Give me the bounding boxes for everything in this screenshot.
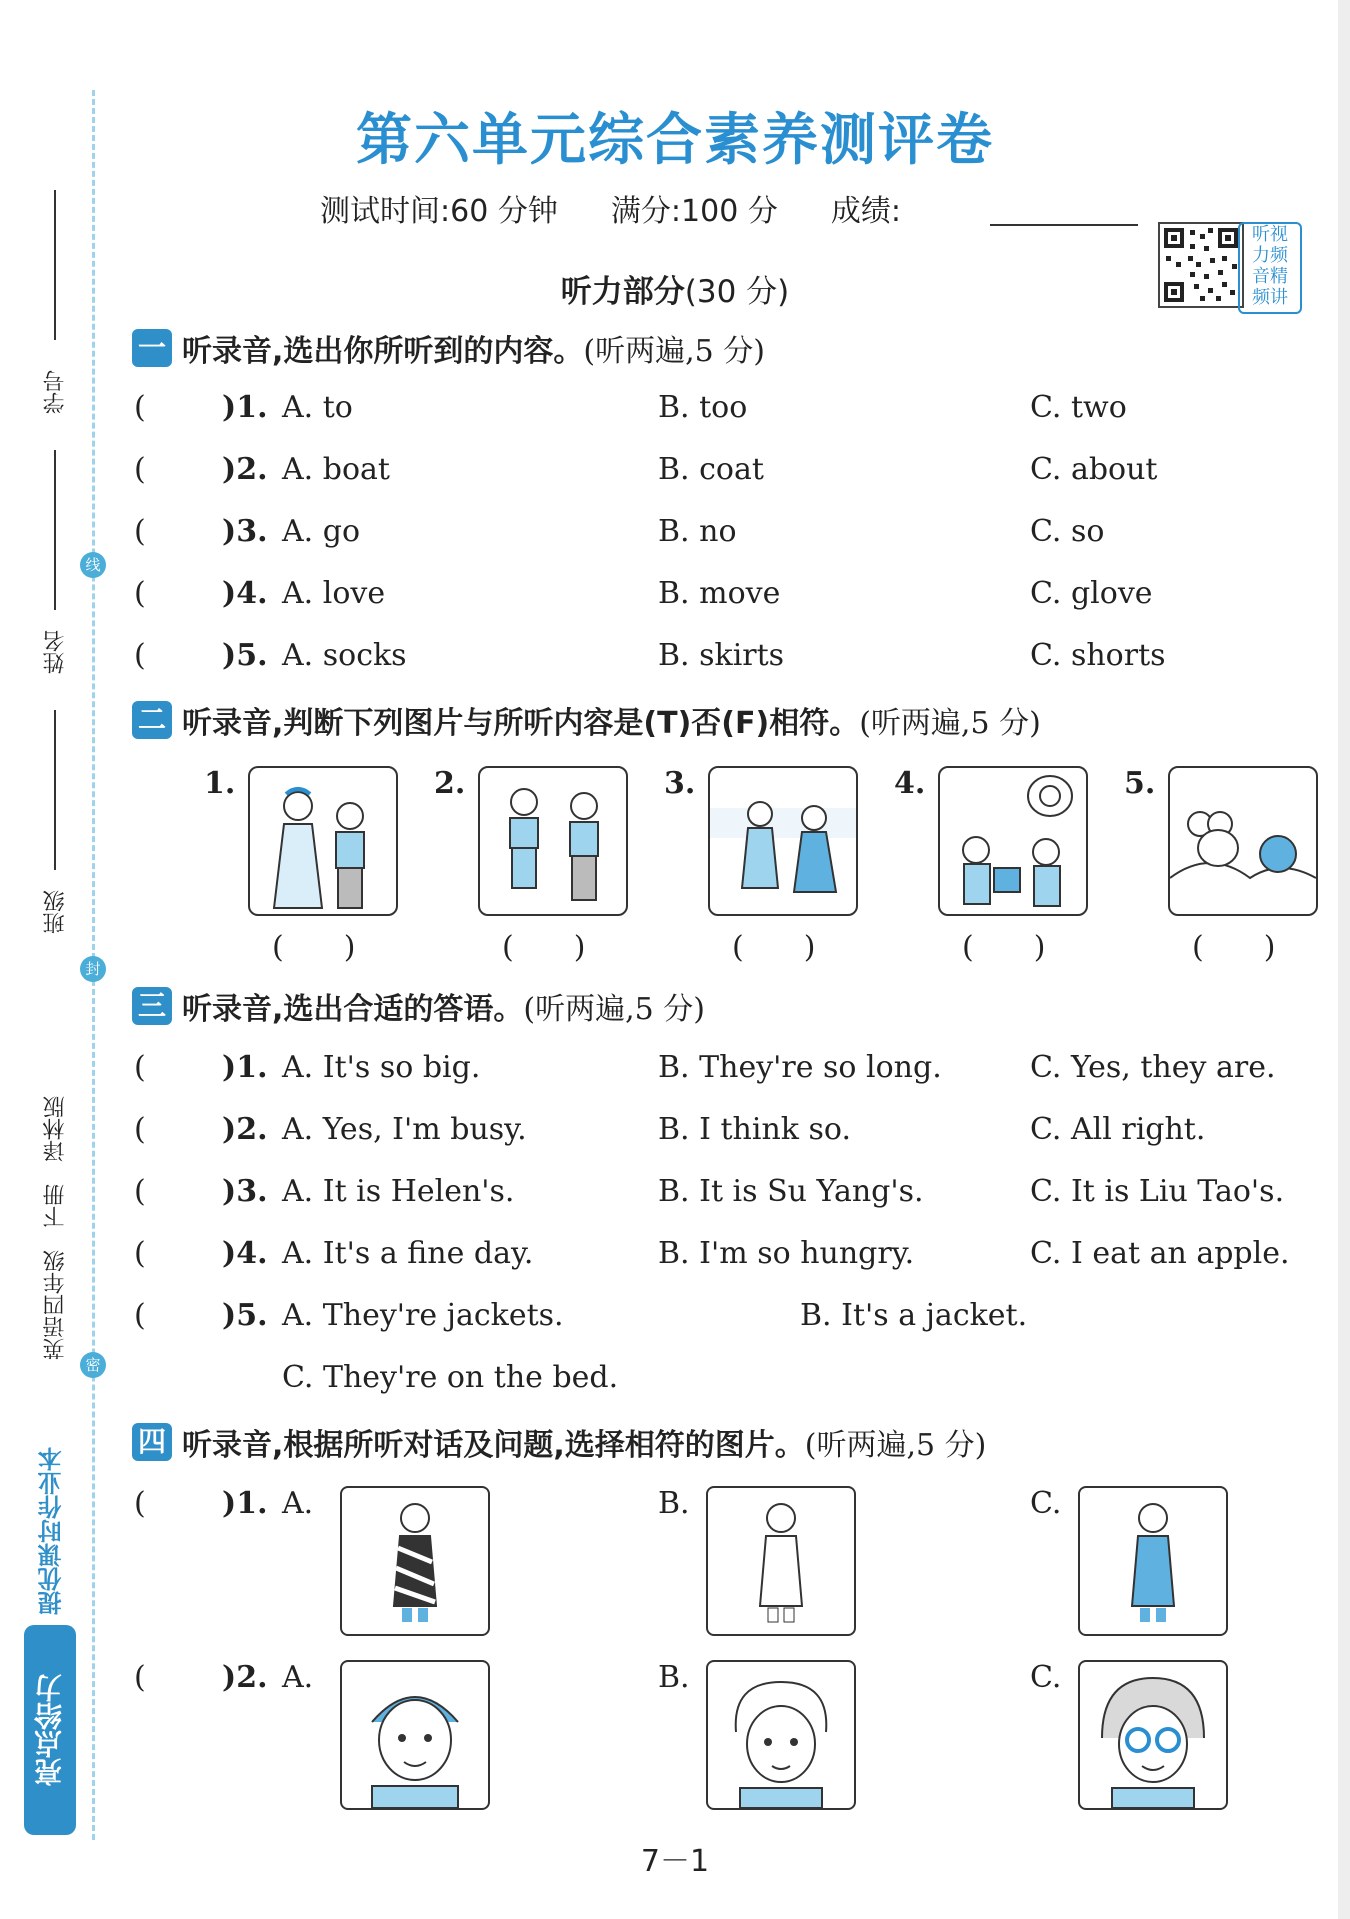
answer-paren[interactable]: ( )	[502, 930, 586, 965]
option-c: C. It is Liu Tao's.	[1030, 1174, 1285, 1209]
answer-paren[interactable]: (	[134, 1112, 146, 1147]
picture-mouse-and-bush	[1168, 766, 1318, 916]
section-number: 四	[132, 1423, 172, 1461]
option-a: A. It is Helen's.	[282, 1174, 515, 1209]
option-b: B. I think so.	[658, 1112, 851, 1147]
question-number: )1.	[222, 1050, 268, 1085]
option-b: B.	[658, 1660, 690, 1695]
option-b-curly-hair-face[interactable]	[706, 1660, 856, 1810]
full-score-label: 满分:100 分	[610, 194, 778, 229]
name-line	[54, 450, 56, 610]
picture-girls-outdoors	[708, 766, 858, 916]
option-b: B.	[658, 1486, 690, 1521]
section-instruction: 听录音,根据所听对话及问题,选择相符的图片。	[182, 1428, 805, 1463]
section-1-header	[132, 328, 765, 368]
answer-paren[interactable]: (	[134, 1298, 146, 1333]
question-number: )2.	[222, 1112, 268, 1147]
answer-paren[interactable]: ( )	[272, 930, 356, 965]
section-3-header	[132, 986, 705, 1026]
question-number: )5.	[222, 638, 268, 673]
listening-points: (30 分)	[684, 274, 790, 310]
option-c-glasses-face[interactable]	[1078, 1660, 1228, 1810]
page-number: 7－1	[640, 1844, 710, 1879]
option-c: C. They're on the bed.	[282, 1360, 619, 1395]
question-number: )2.	[222, 452, 268, 487]
picture-two-girls-dress	[248, 766, 398, 916]
picture-number: 2.	[434, 766, 466, 801]
option-b: B. skirts	[658, 638, 785, 673]
answer-paren[interactable]: (	[134, 390, 146, 425]
time-label: 测试时间:60 分钟	[320, 194, 558, 229]
option-c: C.	[1030, 1660, 1062, 1695]
option-c: C. I eat an apple.	[1030, 1236, 1290, 1271]
option-c-girl-blue-dress[interactable]	[1078, 1486, 1228, 1636]
option-c: C. Yes, they are.	[1030, 1050, 1276, 1085]
section-instruction: 听录音,选出你所听到的内容。	[182, 334, 584, 369]
name-label: 姓名	[43, 630, 68, 674]
brand-logo: 亮点给力	[24, 1625, 76, 1835]
question-number: )4.	[222, 576, 268, 611]
answer-paren[interactable]: (	[134, 1486, 146, 1521]
picture-number: 1.	[204, 766, 236, 801]
option-a: A. love	[282, 576, 386, 611]
option-a: A. It's a fine day.	[282, 1236, 534, 1271]
option-b: B. They're so long.	[658, 1050, 942, 1085]
answer-paren[interactable]: (	[134, 1660, 146, 1695]
option-b: B. It is Su Yang's.	[658, 1174, 924, 1209]
option-b: B. coat	[658, 452, 764, 487]
score-blank[interactable]	[990, 224, 1138, 226]
picture-number: 3.	[664, 766, 696, 801]
option-c: C. two	[1030, 390, 1127, 425]
picture-number: 4.	[894, 766, 926, 801]
section-note: (听两遍,5 分)	[583, 334, 765, 369]
question-number: )2.	[222, 1660, 268, 1695]
listening-heading: 听力部分(30 分)	[560, 274, 790, 310]
section-2-header	[132, 700, 1041, 740]
option-a-boy-face[interactable]	[340, 1660, 490, 1810]
answer-paren[interactable]: (	[134, 452, 146, 487]
option-b: B. It's a jacket.	[800, 1298, 1028, 1333]
picture-two-girls-pointing	[478, 766, 628, 916]
section-note: (听两遍,5 分)	[523, 992, 705, 1027]
option-b: B. I'm so hungry.	[658, 1236, 915, 1271]
option-a: A. They're jackets.	[282, 1298, 564, 1333]
section-note: (听两遍,5 分)	[804, 1428, 987, 1463]
answer-paren[interactable]: ( )	[1192, 930, 1276, 965]
section-number: 二	[132, 701, 172, 739]
option-a: A. It's so big.	[282, 1050, 481, 1085]
option-c: C. shorts	[1030, 638, 1166, 673]
question-number: )4.	[222, 1236, 268, 1271]
question-number: )1.	[222, 390, 268, 425]
answer-paren[interactable]: (	[134, 576, 146, 611]
brand-subtitle: 提优课时作业本	[38, 1447, 66, 1615]
section-instruction: 听录音,判断下列图片与所听内容是(T)否(F)相符。	[182, 706, 860, 741]
qr-tag: 听视 力频 音精 频讲	[1238, 222, 1302, 314]
option-a: A. Yes, I'm busy.	[282, 1112, 527, 1147]
question-number: )5.	[222, 1298, 268, 1333]
answer-paren[interactable]: (	[134, 1050, 146, 1085]
option-c: C.	[1030, 1486, 1062, 1521]
option-c: C. so	[1030, 514, 1105, 549]
answer-paren[interactable]: ( )	[962, 930, 1046, 965]
option-a: A. to	[282, 390, 353, 425]
section-instruction: 听录音,选出合适的答语。	[182, 992, 524, 1027]
picture-number: 5.	[1124, 766, 1156, 801]
answer-paren[interactable]: (	[134, 638, 146, 673]
option-a: A. go	[282, 514, 361, 549]
option-c: C. glove	[1030, 576, 1153, 611]
question-number: )3.	[222, 1174, 268, 1209]
student-no-label: 学号	[43, 370, 68, 414]
section-4-header	[132, 1422, 986, 1462]
option-b: B. no	[658, 514, 737, 549]
student-no-line	[54, 190, 56, 340]
edition-label: 英语四年级 下册 译林版	[43, 1096, 68, 1360]
answer-paren[interactable]: (	[134, 1174, 146, 1209]
score-label: 成绩:	[830, 194, 902, 229]
option-b-girl-white-dress[interactable]	[706, 1486, 856, 1636]
option-a-girl-striped-dress[interactable]	[340, 1486, 490, 1636]
option-a: A.	[282, 1486, 314, 1521]
secret-dot: 密	[80, 1352, 106, 1378]
option-c: C. about	[1030, 452, 1158, 487]
answer-paren[interactable]: ( )	[732, 930, 816, 965]
option-b: B. too	[658, 390, 748, 425]
section-number: 一	[132, 329, 172, 367]
seal-dot: 封	[80, 956, 106, 982]
exam-meta	[320, 186, 901, 230]
picture-boy-and-girl-shirt	[938, 766, 1088, 916]
section-number: 三	[132, 987, 172, 1025]
section-note: (听两遍,5 分)	[859, 706, 1041, 741]
option-a: A. socks	[282, 638, 407, 673]
class-label: 班级	[43, 890, 68, 934]
question-number: )3.	[222, 514, 268, 549]
option-b: B. move	[658, 576, 781, 611]
option-a: A. boat	[282, 452, 390, 487]
answer-paren[interactable]: (	[134, 1236, 146, 1271]
page-title: 第六单元综合素养测评卷	[356, 107, 994, 173]
line-dot: 线	[80, 552, 106, 578]
class-line	[54, 710, 56, 870]
option-a: A.	[282, 1660, 314, 1695]
option-c: C. All right.	[1030, 1112, 1206, 1147]
answer-paren[interactable]: (	[134, 514, 146, 549]
question-number: )1.	[222, 1486, 268, 1521]
